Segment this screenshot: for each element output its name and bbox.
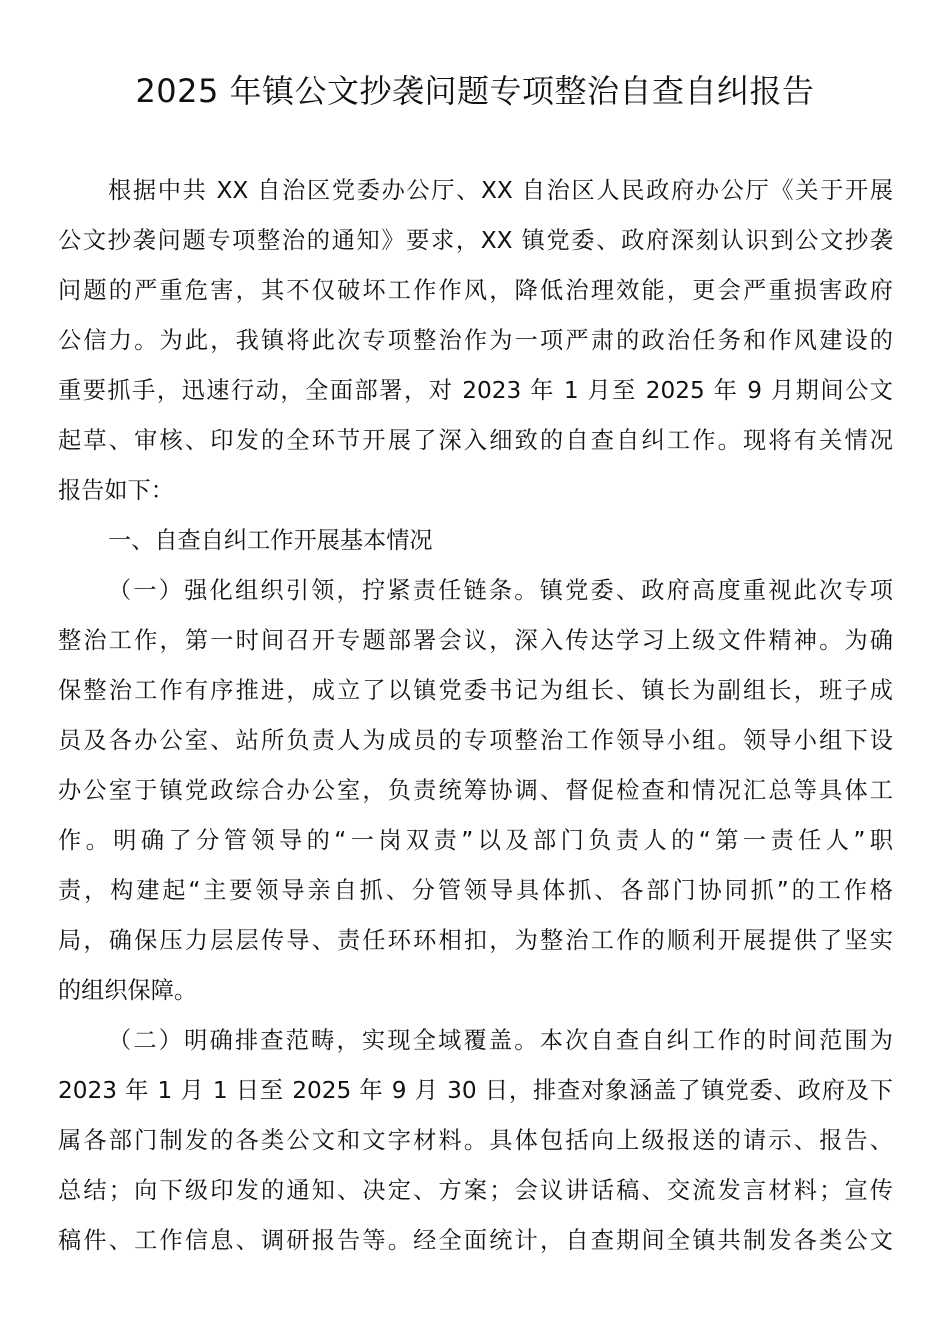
paragraph-line: 局，确保压力层层传导、责任环环相扣，为整治工作的顺利开展提供了坚实 <box>58 927 893 954</box>
document-body <box>58 169 893 1269</box>
section-heading: 一、自查自纠工作开展基本情况 <box>108 527 433 554</box>
paragraph-line: 报告如下： <box>58 477 174 504</box>
paragraph-line: 办公室于镇党政综合办公室，负责统筹协调、督促检查和情况汇总等具体工 <box>58 777 893 804</box>
paragraph-line: 作。明确了分管领导的“一岗双责”以及部门负责人的“第一责任人”职 <box>58 827 893 854</box>
paragraph-line: 重要抓手，迅速行动，全面部署，对 2023 年 1 月至 2025 年 9 月期间公文 <box>58 377 893 404</box>
subsection-line: （二）明确排查范畴，实现全域覆盖。本次自查自纠工作的时间范围为 <box>108 1027 893 1054</box>
paragraph-line: 稿件、工作信息、调研报告等。经全面统计，自查期间全镇共制发各类公文 <box>58 1227 893 1254</box>
paragraph-line: 总结；向下级印发的通知、决定、方案；会议讲话稿、交流发言材料；宣传 <box>58 1177 893 1204</box>
paragraph-line: 的组织保障。 <box>58 977 198 1004</box>
paragraph-line: 公文抄袭问题专项整治的通知》要求，XX 镇党委、政府深刻认识到公文抄袭 <box>58 227 893 254</box>
paragraph-line: 根据中共 XX 自治区党委办公厅、XX 自治区人民政府办公厅《关于开展 <box>108 177 893 204</box>
subsection-line: （一）强化组织引领，拧紧责任链条。镇党委、政府高度重视此次专项 <box>108 577 893 604</box>
paragraph-line: 2023 年 1 月 1 日至 2025 年 9 月 30 日，排查对象涵盖了镇党委、政府及下 <box>58 1077 893 1104</box>
paragraph-line: 责，构建起“主要领导亲自抓、分管领导具体抓、各部门协同抓”的工作格 <box>58 877 893 904</box>
paragraph-line: 起草、审核、印发的全环节开展了深入细致的自查自纠工作。现将有关情况 <box>58 427 893 454</box>
paragraph-line: 问题的严重危害，其不仅破坏工作作风，降低治理效能，更会严重损害政府 <box>58 277 893 304</box>
paragraph-line: 保整治工作有序推进，成立了以镇党委书记为组长、镇长为副组长，班子成 <box>58 677 893 704</box>
paragraph-line: 员及各办公室、站所负责人为成员的专项整治工作领导小组。领导小组下设 <box>58 727 893 754</box>
paragraph-line: 公信力。为此，我镇将此次专项整治作为一项严肃的政治任务和作风建设的 <box>58 327 893 354</box>
paragraph-line: 属各部门制发的各类公文和文字材料。具体包括向上级报送的请示、报告、 <box>58 1127 893 1154</box>
paragraph-line: 整治工作，第一时间召开专题部署会议，深入传达学习上级文件精神。为确 <box>58 627 893 654</box>
document-title: 2025 年镇公文抄袭问题专项整治自查自纠报告 <box>135 72 815 110</box>
